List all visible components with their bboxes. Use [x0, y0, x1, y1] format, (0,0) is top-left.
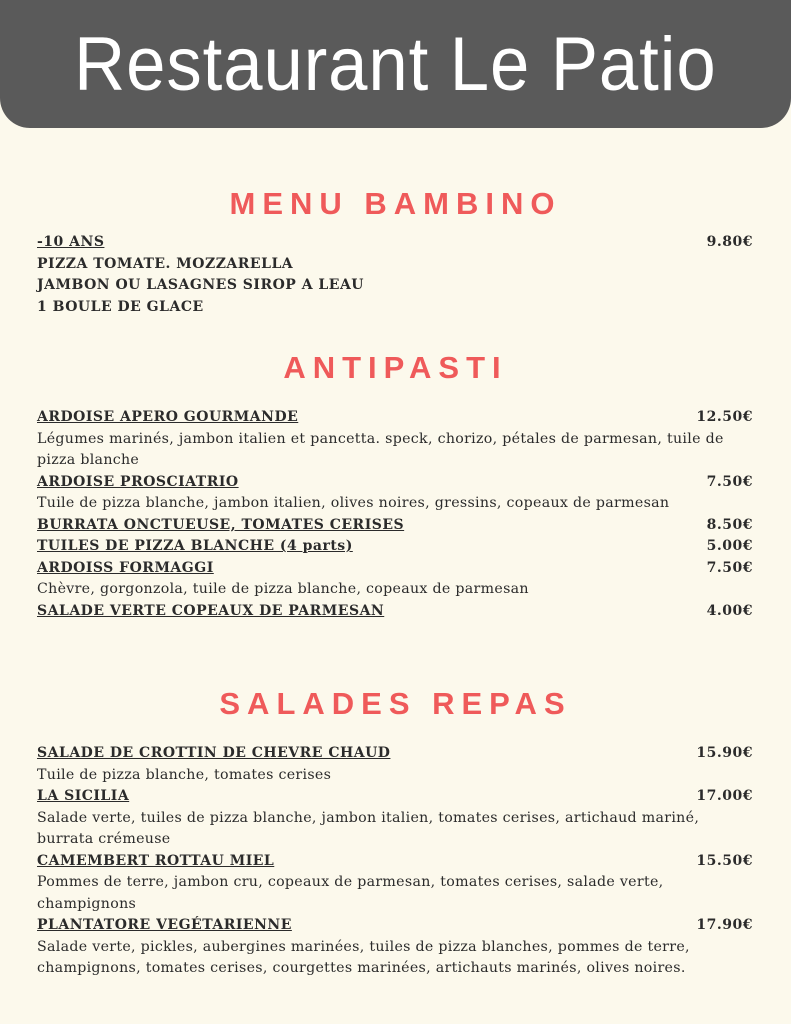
item-price: 17.90€ — [696, 917, 753, 933]
restaurant-title: Restaurant Le Patio — [74, 21, 717, 107]
item-price: 8.50€ — [706, 516, 753, 533]
menu-item-row — [37, 743, 753, 765]
section-title-antipasti: ANTIPASTI — [283, 350, 508, 385]
menu-item-row — [37, 786, 753, 808]
menu-item-row — [37, 407, 753, 429]
salades-block — [37, 743, 753, 980]
bambino-line: JAMBON OU LASAGNES SIROP A LEAU — [37, 277, 365, 293]
menu-item-row — [37, 558, 753, 580]
item-name: ARDOISE APERO GOURMANDE — [37, 409, 299, 425]
bambino-block — [37, 232, 753, 318]
item-price: 4.00€ — [706, 602, 753, 619]
item-price: 17.00€ — [696, 788, 753, 804]
item-description: Salade verte, pickles, aubergines marinées, tuiles de pizza blanches, pommes de terre, champignons, tomates cerises, courgettes marinées, artichauts marinés, olives noires. — [37, 938, 690, 976]
item-name: PLANTATORE VEGÉTARIENNE — [37, 917, 292, 933]
section-title-salades: SALADES REPAS — [219, 686, 572, 721]
menu-item-row — [37, 851, 753, 873]
item-name: -10 ANS — [37, 234, 105, 250]
menu-item-row — [37, 536, 753, 558]
item-name: BURRATA ONCTUEUSE, TOMATES CERISES — [37, 516, 405, 533]
menu-item-row — [37, 472, 753, 494]
item-description: Tuile de pizza blanche, tomates cerises — [37, 766, 332, 783]
item-description: Pommes de terre, jambon cru, copeaux de parmesan, tomates cerises, salade verte, champignons — [37, 874, 664, 912]
item-price: 15.90€ — [696, 745, 753, 761]
item-description: Chèvre, gorgonzola, tuile de pizza blanche, copeaux de parmesan — [37, 581, 529, 597]
bambino-line: PIZZA TOMATE. MOZZARELLA — [37, 255, 294, 272]
item-name: SALADE DE CROTTIN DE CHEVRE CHAUD — [37, 745, 391, 761]
item-name: ARDOISE PROSCIATRIO — [37, 473, 239, 490]
item-price: 15.50€ — [696, 852, 753, 869]
item-name: TUILES DE PIZZA BLANCHE (4 parts) — [37, 538, 353, 554]
header-banner — [0, 0, 791, 128]
antipasti-block — [37, 407, 753, 622]
item-name: ARDOISS FORMAGGI — [37, 559, 214, 576]
item-name: SALADE VERTE COPEAUX DE PARMESAN — [37, 602, 385, 619]
item-description: Légumes marinés, jambon italien et pancetta. speck, chorizo, pétales de parmesan, tuile de pizza blanche — [37, 430, 724, 468]
item-price: 7.50€ — [706, 559, 753, 576]
menu-item-row — [37, 601, 753, 623]
menu-item-row — [37, 515, 753, 537]
section-title-bambino: MENU BAMBINO — [229, 186, 562, 221]
bambino-line: 1 BOULE DE GLACE — [37, 298, 204, 315]
menu-item-row — [37, 232, 753, 254]
item-price: 7.50€ — [706, 473, 753, 490]
item-description: Tuile de pizza blanche, jambon italien, olives noires, gressins, copeaux de parmesan — [37, 495, 670, 511]
item-price: 12.50€ — [696, 409, 753, 425]
item-price: 9.80€ — [706, 234, 753, 250]
item-name: CAMEMBERT ROTTAU MIEL — [37, 852, 275, 869]
item-name: LA SICILIA — [37, 788, 130, 804]
menu-item-row — [37, 915, 753, 937]
item-price: 5.00€ — [706, 538, 753, 554]
item-description: Salade verte, tuiles de pizza blanche, jambon italien, tomates cerises, artichaud mariné, burrata crémeuse — [37, 809, 700, 847]
